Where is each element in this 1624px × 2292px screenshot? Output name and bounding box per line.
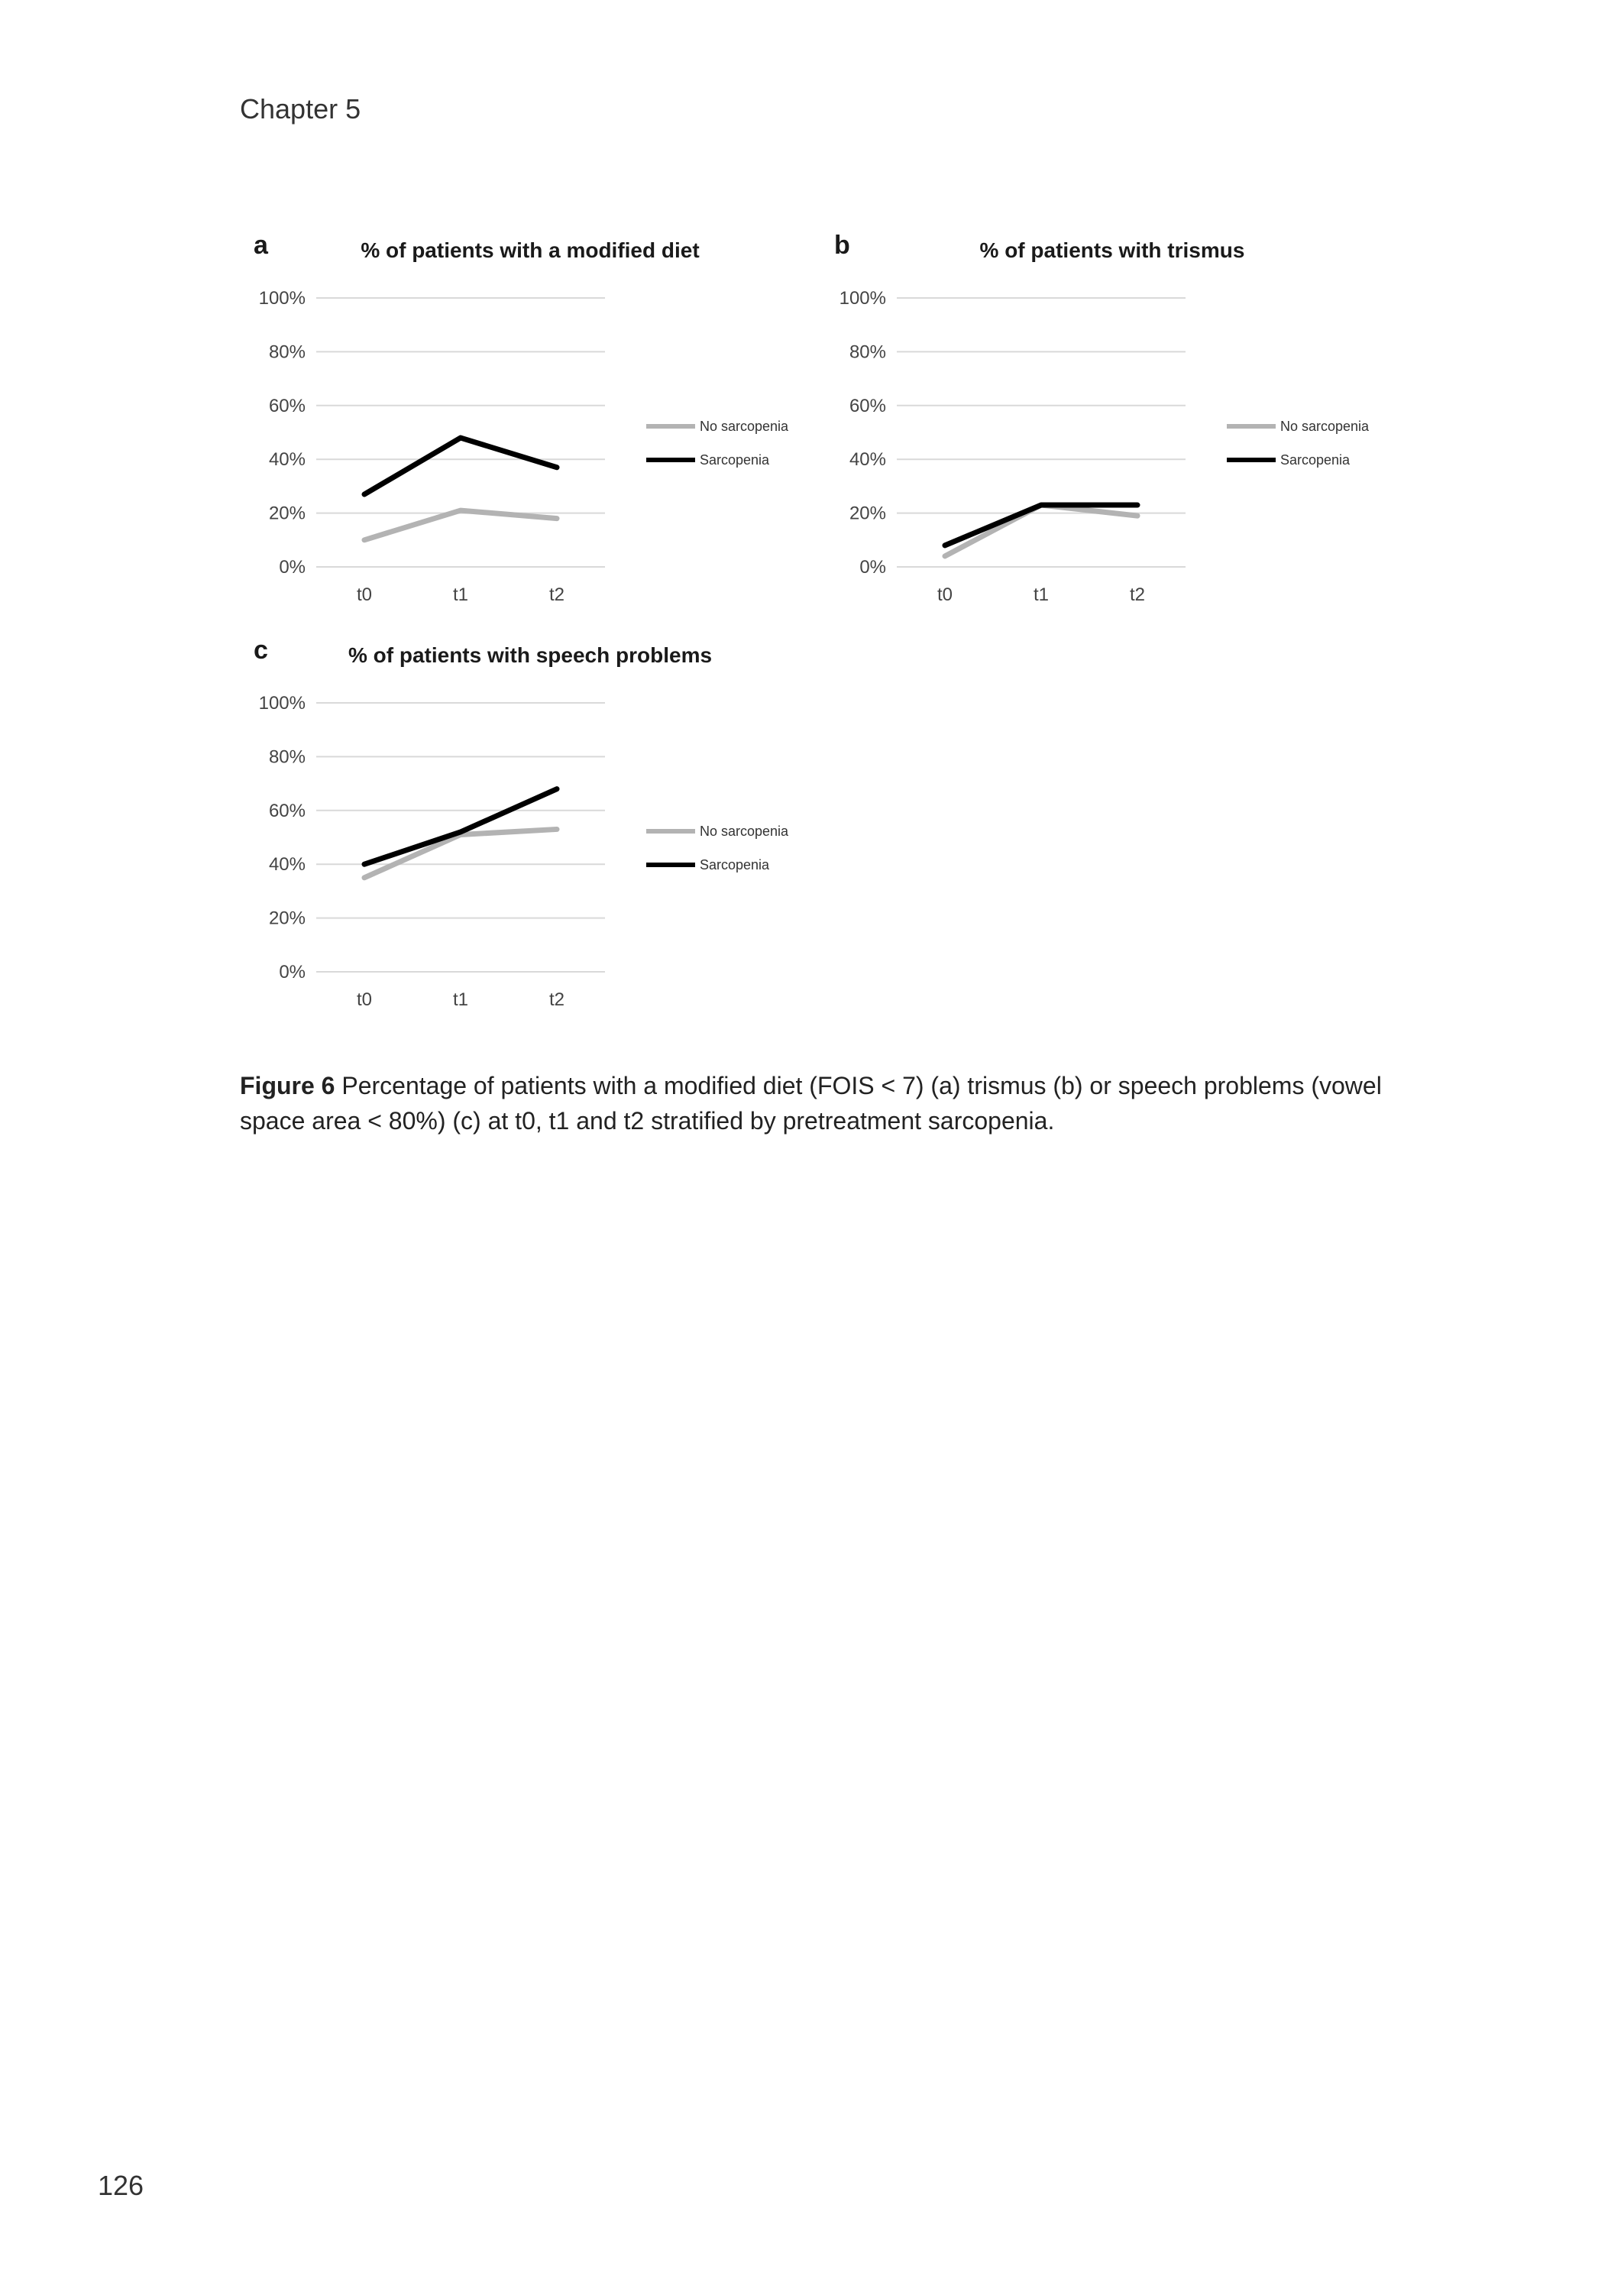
panel-letter-c: c: [254, 636, 268, 665]
y-tick-label: 20%: [268, 503, 306, 524]
legend-label: No sarcopenia: [700, 419, 789, 434]
line-chart-trismus: [817, 275, 1398, 619]
y-tick-label: 60%: [268, 395, 306, 416]
series-line-sarcopenia: [364, 438, 557, 494]
line-chart-modified-diet: [237, 275, 817, 619]
chart-title-b: % of patients with trismus: [979, 238, 1245, 262]
legend-label: No sarcopenia: [1280, 419, 1370, 434]
series-line-no-sarcopenia: [364, 510, 557, 540]
x-tick-label: t2: [1129, 584, 1146, 605]
y-tick-label: 40%: [268, 854, 306, 876]
x-tick-label: t0: [937, 584, 953, 605]
x-tick-label: t1: [1033, 584, 1050, 605]
line-chart-speech-problems: [237, 680, 817, 1024]
figure-caption-text: Percentage of patients with a modified diet (FOIS < 7) (a) trismus (b) or speech problems (vowel space area < 80%) (c) at t0, t1 and t2 stratified by pretreatment sarcopenia.: [240, 1072, 1382, 1135]
x-tick-label: t0: [356, 989, 373, 1010]
page-number: 126: [98, 2170, 144, 2201]
figure-label: Figure 6: [240, 1072, 335, 1099]
legend-label: Sarcopenia: [1280, 452, 1351, 468]
x-tick-label: t2: [548, 584, 565, 605]
chapter-header: Chapter 5: [240, 93, 361, 125]
chart-title-a: % of patients with a modified diet: [361, 238, 700, 262]
legend-label: Sarcopenia: [700, 452, 770, 468]
y-tick-label: 0%: [859, 557, 886, 578]
y-tick-label: 20%: [268, 908, 306, 929]
y-tick-label: 0%: [279, 962, 306, 983]
x-tick-label: t2: [548, 989, 565, 1010]
legend-label: Sarcopenia: [700, 857, 770, 872]
y-tick-label: 60%: [268, 800, 306, 821]
chart-title-c: % of patients with speech problems: [348, 643, 713, 667]
y-tick-label: 0%: [279, 557, 306, 578]
series-line-sarcopenia: [364, 789, 557, 865]
x-tick-label: t0: [356, 584, 373, 605]
x-tick-label: t1: [452, 989, 469, 1010]
panel-letter-a: a: [254, 231, 268, 260]
y-tick-label: 40%: [849, 449, 886, 471]
y-tick-label: 80%: [849, 342, 886, 363]
y-tick-label: 100%: [258, 288, 306, 309]
panel-letter-b: b: [834, 231, 850, 260]
y-tick-label: 100%: [839, 288, 886, 309]
y-tick-label: 100%: [258, 693, 306, 714]
y-tick-label: 40%: [268, 449, 306, 471]
x-tick-label: t1: [452, 584, 469, 605]
y-tick-label: 80%: [268, 342, 306, 363]
y-tick-label: 80%: [268, 746, 306, 768]
figure-caption: [240, 1068, 1401, 1138]
legend-label: No sarcopenia: [700, 824, 789, 839]
y-tick-label: 20%: [849, 503, 886, 524]
y-tick-label: 60%: [849, 395, 886, 416]
